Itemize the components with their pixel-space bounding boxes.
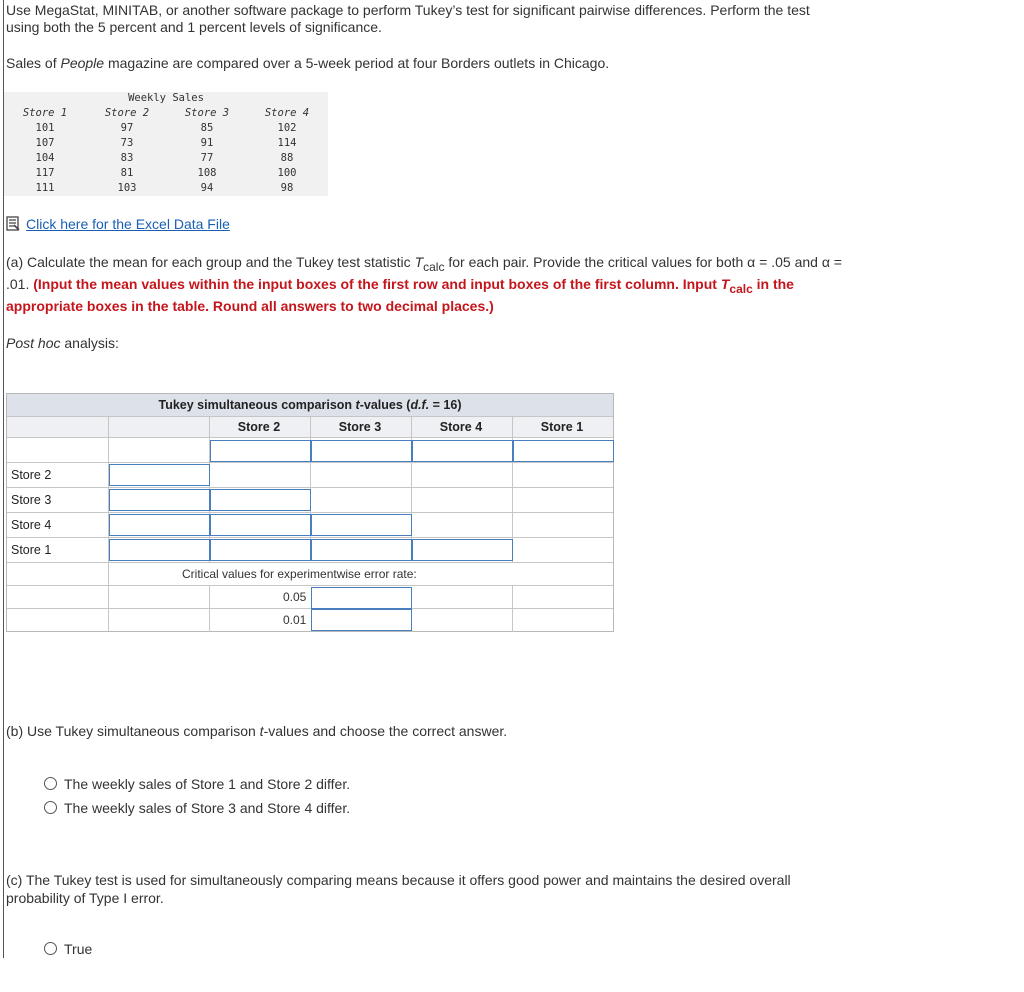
row-header-store-3: Store 3: [11, 493, 52, 507]
mean-input-row-store-3[interactable]: [109, 489, 210, 511]
weekly-sales-title: Weekly Sales: [128, 92, 204, 104]
table-cell: 98: [280, 182, 294, 194]
table-cell: 97: [120, 122, 134, 134]
intro-line-1: Use MegaStat, MINITAB, or another software package to perform Tukey’s test for significant pairwise differences. Perform the test: [6, 2, 810, 18]
tukey-table: [6, 393, 614, 632]
column-divider: [512, 586, 513, 632]
table-cell: 111: [35, 182, 55, 194]
mean-input-store-1[interactable]: [513, 440, 614, 462]
col-header-store-3: Store 3: [184, 107, 230, 119]
column-header-store-2: Store 2: [237, 420, 281, 434]
mean-input-row-store-1[interactable]: [109, 539, 210, 561]
table-cell: 73: [120, 137, 134, 149]
table-cell: 117: [35, 167, 55, 179]
table-cell: 85: [200, 122, 214, 134]
tcalc-input-3-vs-2[interactable]: [210, 489, 311, 511]
mean-input-store-2[interactable]: [210, 440, 311, 462]
part-a-line-1: (a) Calculate the mean for each group and the Tukey test statistic $T_{calc}$ for each pair. Provide the critical values for both α = .05 and α =: [6, 254, 842, 274]
row-header-store-4: Store 4: [11, 518, 52, 532]
part-c-line-1: (c) The Tukey test is used for simultaneously comparing means because it offers good power and maintains the desired overall: [6, 872, 791, 888]
column-divider: [209, 586, 210, 632]
table-cell: 81: [120, 167, 134, 179]
radio-option-store-3-4[interactable]: The weekly sales of Store 3 and Store 4 differ.: [44, 800, 350, 816]
part-a-line-3: appropriate boxes in the table. Round all answers to two decimal places.): [6, 298, 494, 314]
mean-input-row-store-4[interactable]: [109, 514, 210, 536]
tcalc-input-1-vs-2[interactable]: [210, 539, 311, 561]
critical-value-01-input[interactable]: [311, 609, 412, 631]
col-header-store-2: Store 2: [104, 107, 150, 119]
table-cell: 107: [35, 137, 55, 149]
radio-circle-icon[interactable]: [44, 777, 57, 790]
alpha-05-label: 0.05: [283, 590, 307, 604]
alpha-01-label: 0.01: [283, 613, 307, 627]
context-line: Sales of People magazine are compared over a 5-week period at four Borders outlets in Chicago.: [6, 55, 610, 71]
col-header-store-4: Store 4: [264, 107, 310, 119]
table-cell: 83: [120, 152, 134, 164]
intro-line-2: using both the 5 percent and 1 percent levels of significance.: [6, 19, 382, 35]
excel-data-file-link[interactable]: Click here for the Excel Data File: [26, 216, 230, 232]
row-header-store-1: Store 1: [11, 543, 52, 557]
radio-option-store-1-2[interactable]: The weekly sales of Store 1 and Store 2 differ.: [44, 776, 350, 792]
column-header-store-3: Store 3: [338, 420, 382, 434]
radio-circle-icon[interactable]: [44, 942, 57, 955]
tcalc-input-1-vs-3[interactable]: [311, 539, 412, 561]
part-c-line-2: probability of Type I error.: [6, 890, 164, 906]
radio-option-true[interactable]: True: [44, 941, 92, 957]
file-icon: [6, 216, 20, 231]
radio-circle-icon[interactable]: [44, 801, 57, 814]
tcalc-input-1-vs-4[interactable]: [412, 539, 513, 561]
part-b-question: (b) Use Tukey simultaneous comparison t-values and choose the correct answer.: [6, 723, 508, 739]
tcalc-input-4-vs-2[interactable]: [210, 514, 311, 536]
mean-input-store-4[interactable]: [412, 440, 513, 462]
mean-input-row-store-2[interactable]: [109, 464, 210, 486]
tukey-table-title: Tukey simultaneous comparison t-values (d.f. = 16): [7, 394, 613, 416]
table-cell: 91: [200, 137, 214, 149]
table-row: [7, 586, 613, 609]
column-header-store-1: Store 1: [540, 420, 584, 434]
table-cell: 88: [280, 152, 294, 164]
critical-value-05-input[interactable]: [311, 587, 412, 609]
table-cell: 101: [35, 122, 55, 134]
excel-link-row[interactable]: [6, 216, 230, 232]
table-cell: 104: [35, 152, 55, 164]
row-header-store-2: Store 2: [11, 468, 52, 482]
part-a-line-2: .01. (Input the mean values within the input boxes of the first row and input boxes of the first column. Input $T_{calc}$ in the: [6, 276, 794, 296]
tcalc-input-4-vs-3[interactable]: [311, 514, 412, 536]
column-header-store-4: Store 4: [439, 420, 483, 434]
critical-values-label: Critical values for experimentwise error rate:: [182, 567, 417, 581]
table-cell: 77: [200, 152, 214, 164]
table-cell: 114: [277, 137, 297, 149]
col-header-store-1: Store 1: [22, 107, 68, 119]
table-cell: 103: [117, 182, 137, 194]
table-cell: 94: [200, 182, 214, 194]
weekly-sales-table: [4, 92, 328, 196]
mean-input-store-3[interactable]: [311, 440, 412, 462]
post-hoc-label: Post hoc analysis:: [6, 335, 119, 351]
table-cell: 102: [277, 122, 297, 134]
table-cell: 100: [277, 167, 297, 179]
table-cell: 108: [197, 167, 217, 179]
